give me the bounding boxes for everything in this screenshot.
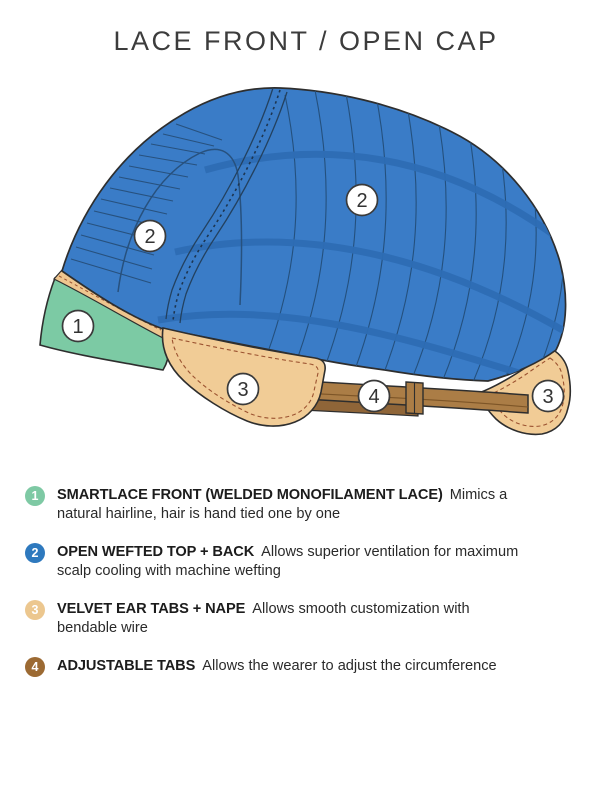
legend-badge-1: 1 [25, 486, 45, 506]
svg-text:1: 1 [72, 316, 84, 338]
legend-item-open-weft [25, 543, 565, 581]
legend-badge-2: 2 [25, 543, 45, 563]
legend-label-3: VELVET EAR TABS + NAPE [57, 601, 246, 617]
legend-desc-3: Allows smooth customization with bendable wire [57, 601, 470, 636]
legend-label-1: SMARTLACE FRONT (WELDED MONOFILAMENT LACE) [57, 487, 443, 503]
legend-desc-2: Allows superior ventilation for maximum scalp cooling with machine wefting [57, 544, 519, 579]
callout-circle-smartlace-front [63, 311, 94, 342]
legend-item-smartlace-front [25, 486, 565, 524]
legend-text-3 [57, 600, 529, 638]
legend-item-adjustable-tabs [25, 657, 565, 677]
callout-circle-open-weft-back [347, 185, 378, 216]
callout-circle-open-weft-front [135, 221, 166, 252]
svg-text:3: 3 [542, 386, 554, 408]
legend-badge-3: 3 [25, 600, 45, 620]
callout-circle-ear-tab [228, 374, 259, 405]
legend-badge-4: 4 [25, 657, 45, 677]
legend [25, 486, 565, 696]
legend-label-2: OPEN WEFTED TOP + BACK [57, 544, 255, 560]
legend-text-4 [57, 657, 529, 676]
legend-item-ear-tabs-nape [25, 600, 565, 638]
legend-desc-4: Allows the wearer to adjust the circumference [202, 658, 497, 674]
callout-circle-adjustable-tab [359, 381, 390, 412]
svg-text:2: 2 [356, 190, 368, 212]
legend-text-2 [57, 543, 529, 581]
legend-desc-1: Mimics a natural hairline, hair is hand tied one by one [57, 487, 508, 522]
svg-text:4: 4 [368, 386, 380, 408]
page-title: LACE FRONT / OPEN CAP [113, 26, 499, 56]
legend-text-1 [57, 486, 529, 524]
svg-text:3: 3 [237, 379, 249, 401]
svg-text:2: 2 [144, 226, 156, 248]
callout-circle-nape [533, 381, 564, 412]
legend-label-4: ADJUSTABLE TABS [57, 658, 196, 674]
